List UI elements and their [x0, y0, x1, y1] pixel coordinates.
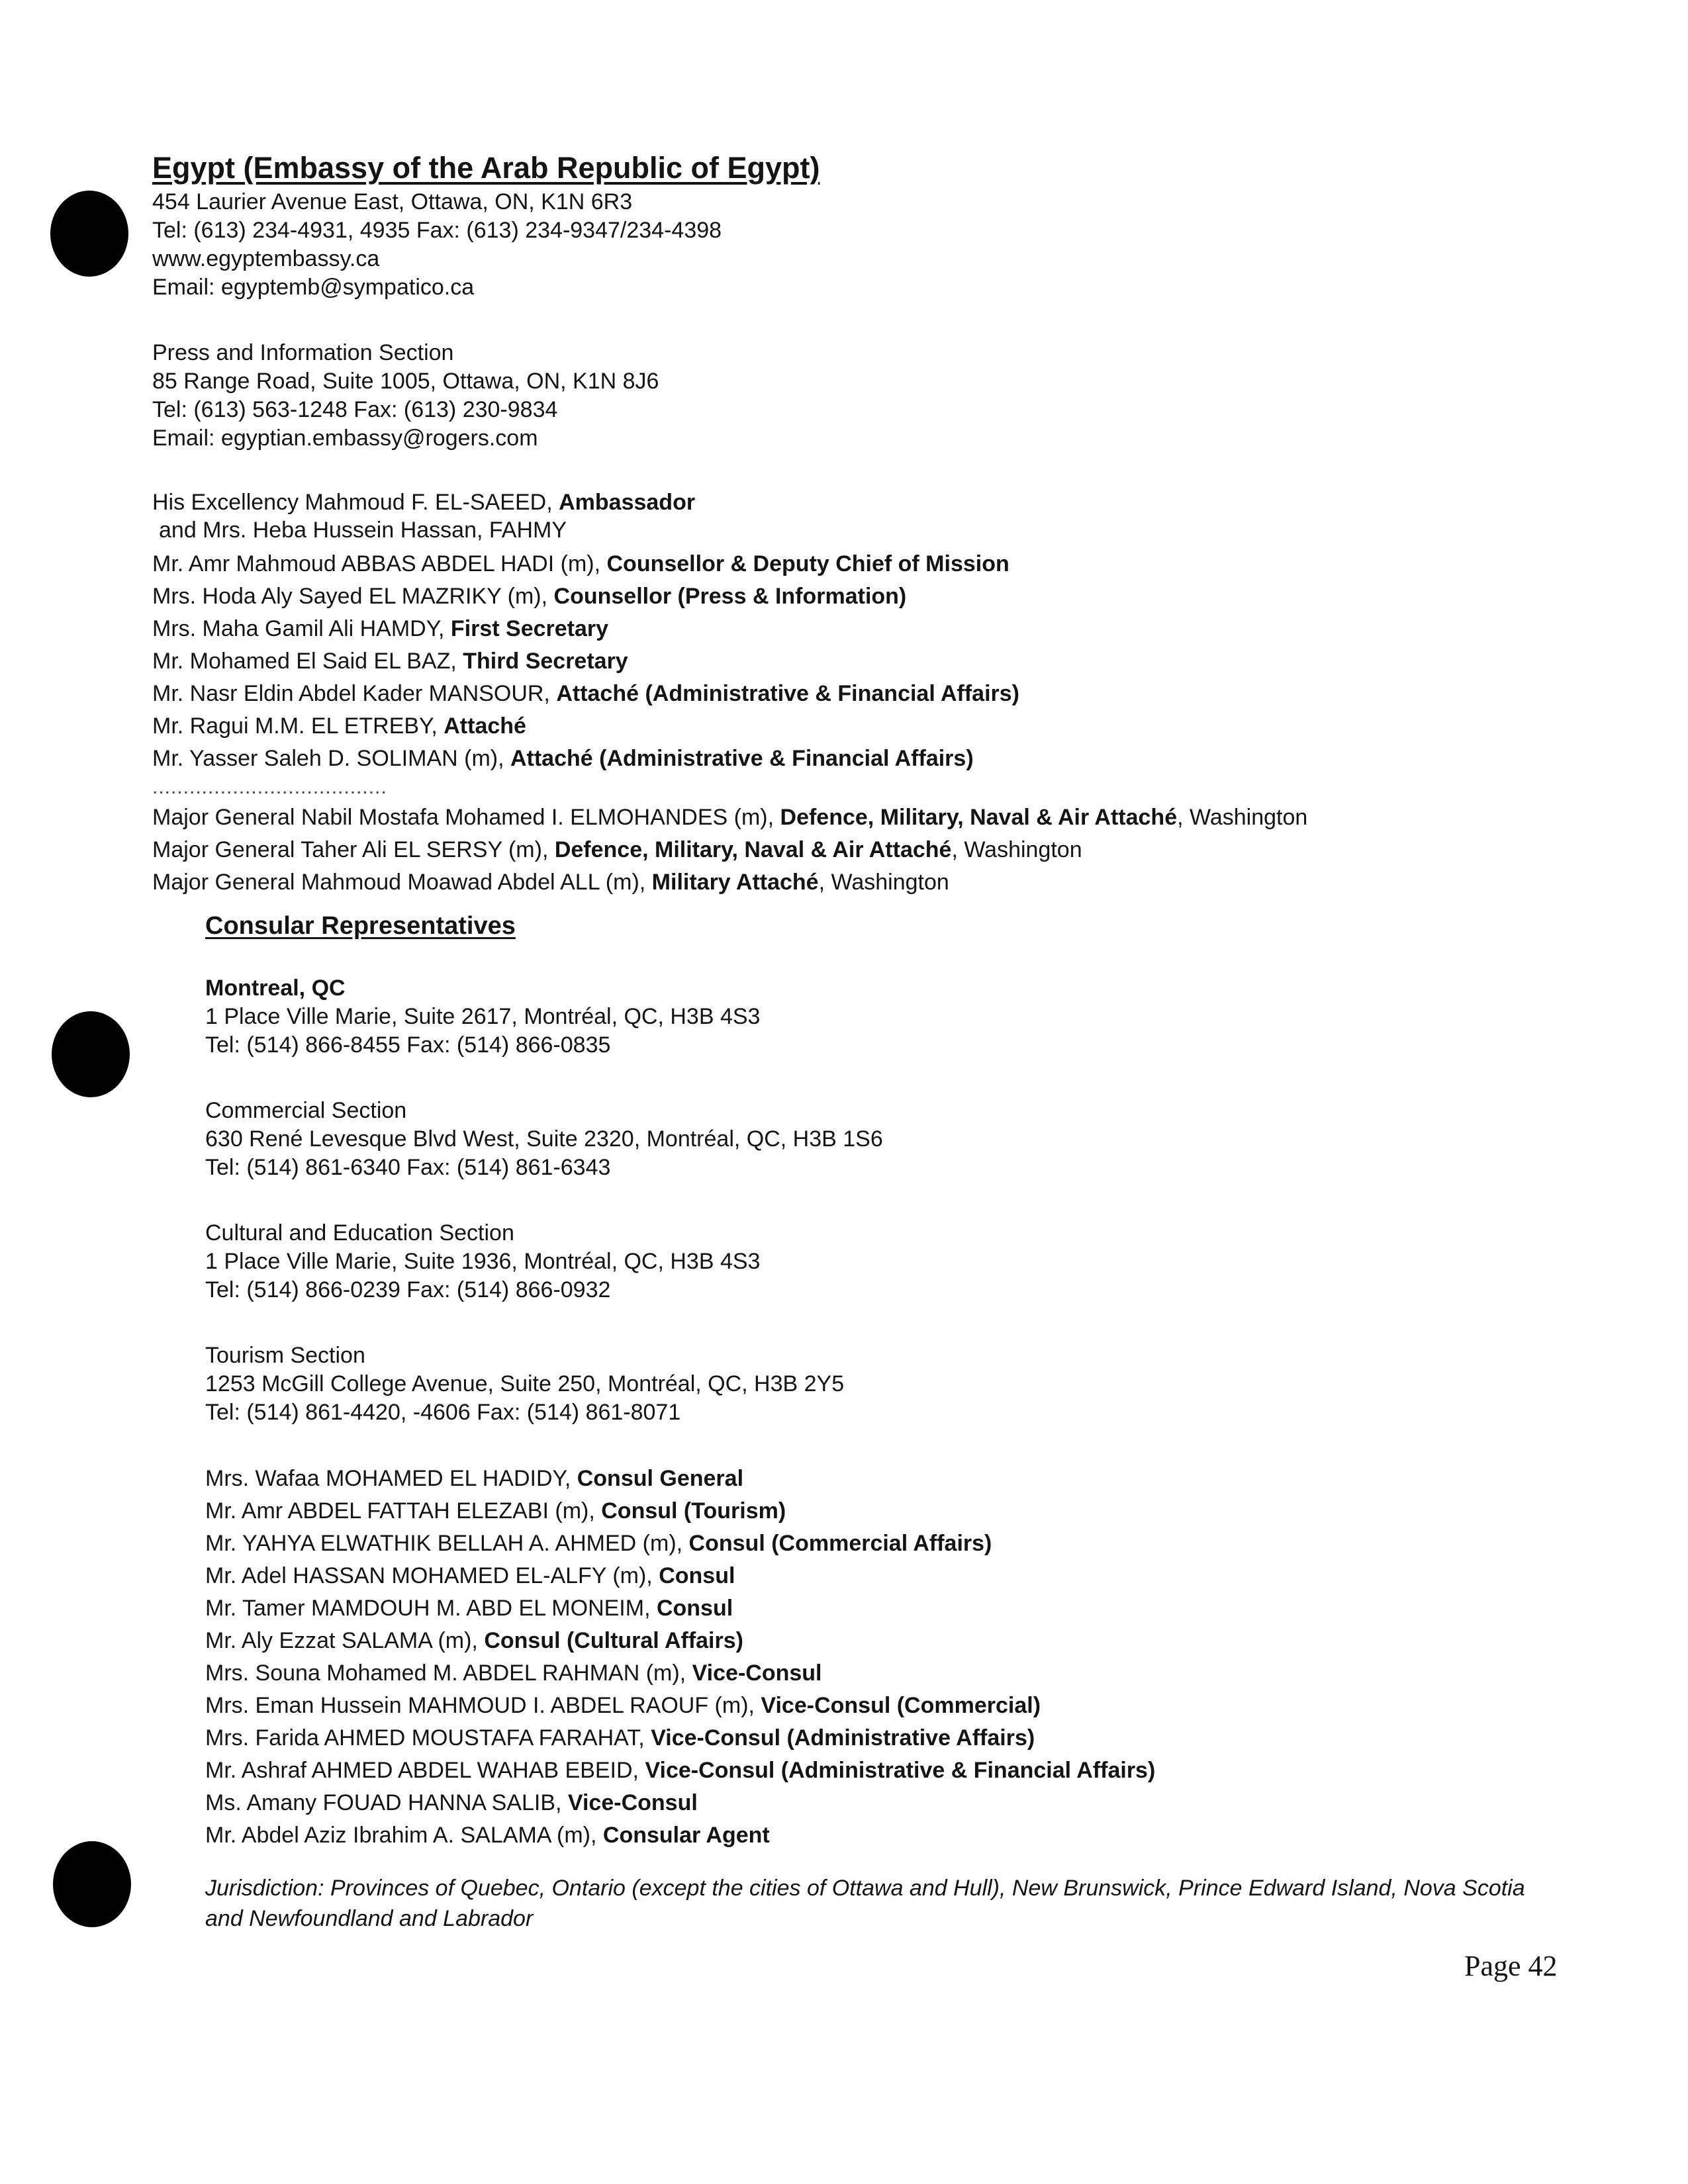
staff-role: Third Secretary — [463, 649, 628, 674]
staff-name: His Excellency Mahmoud F. EL-SAEED, — [152, 490, 559, 515]
staff-name: Mrs. Wafaa MOHAMED EL HADIDY, — [205, 1466, 577, 1491]
embassy-staff-list — [152, 488, 1575, 899]
staff-name: Mr. Amr ABDEL FATTAH ELEZABI (m), — [205, 1498, 602, 1524]
staff-role: Military Attaché — [651, 870, 819, 895]
staff-entry — [205, 1657, 1575, 1690]
staff-name: Mr. Abdel Aziz Ibrahim A. SALAMA (m), — [205, 1823, 603, 1848]
staff-name: Mr. Nasr Eldin Abdel Kader MANSOUR, — [152, 681, 557, 706]
staff-entry — [205, 1625, 1575, 1657]
staff-entry — [152, 743, 1575, 775]
staff-role: Ambassador — [559, 490, 696, 515]
staff-entry — [152, 801, 1575, 834]
diplomatic-staff — [152, 548, 1575, 775]
consular-section — [205, 899, 1575, 1934]
staff-name: Mrs. Eman Hussein MAHMOUD I. ABDEL RAOUF (m), — [205, 1693, 761, 1718]
staff-role: Consul — [656, 1596, 733, 1621]
staff-entry — [152, 678, 1575, 710]
staff-name: Mrs. Maha Gamil Ali HAMDY, — [152, 616, 451, 641]
press-section-address: 85 Range Road, Suite 1005, Ottawa, ON, K1N 8J6 — [152, 369, 659, 394]
staff-role: Consul — [659, 1563, 735, 1588]
consulate-city: Montreal, QC — [205, 976, 346, 1001]
staff-location: , Washington — [951, 837, 1082, 862]
staff-role: First Secretary — [450, 616, 609, 641]
staff-name: Major General Mahmoud Moawad Abdel ALL (m), — [152, 870, 652, 895]
staff-entry — [205, 1560, 1575, 1592]
staff-entry — [152, 613, 1575, 645]
punch-hole-bottom — [53, 1841, 131, 1927]
staff-entry — [152, 710, 1575, 743]
staff-entry — [205, 1463, 1575, 1495]
staff-role: Counsellor & Deputy Chief of Mission — [606, 551, 1009, 576]
page-title: Egypt (Embassy of the Arab Republic of Egypt) — [152, 151, 820, 185]
staff-name: Mr. Tamer MAMDOUH M. ABD EL MONEIM, — [205, 1596, 657, 1621]
tourism-section-phone-fax: Tel: (514) 861-4420, -4606 Fax: (514) 861-8071 — [205, 1400, 681, 1425]
staff-entry — [205, 1754, 1575, 1787]
staff-entry — [152, 834, 1575, 866]
staff-entry — [152, 548, 1575, 580]
commercial-section-name: Commercial Section — [205, 1098, 407, 1123]
staff-entry — [205, 1527, 1575, 1560]
separator-dots: ...................................... — [152, 776, 387, 798]
press-section-email: Email: egyptian.embassy@rogers.com — [152, 426, 538, 451]
staff-role: Vice-Consul (Administrative Affairs) — [651, 1725, 1035, 1751]
staff-entry — [152, 580, 1575, 613]
embassy-phone-fax: Tel: (613) 234-4931, 4935 Fax: (613) 234-9347/234-4398 — [152, 218, 722, 243]
staff-name: Mrs. Souna Mohamed M. ABDEL RAHMAN (m), — [205, 1661, 692, 1686]
staff-name: Mr. YAHYA ELWATHIK BELLAH A. AHMED (m), — [205, 1531, 689, 1556]
cultural-section-address: 1 Place Ville Marie, Suite 1936, Montréal, QC, H3B 4S3 — [205, 1249, 761, 1274]
consulate-phone-fax: Tel: (514) 866-8455 Fax: (514) 866-0835 — [205, 1032, 611, 1058]
staff-name: Mrs. Hoda Aly Sayed EL MAZRIKY (m), — [152, 584, 554, 609]
staff-role: Counsellor (Press & Information) — [553, 584, 907, 609]
embassy-website: www.egyptembassy.ca — [152, 246, 380, 271]
commercial-section-phone-fax: Tel: (514) 861-6340 Fax: (514) 861-6343 — [205, 1155, 611, 1180]
jurisdiction-note: Jurisdiction: Provinces of Quebec, Ontario (except the cities of Ottawa and Hull), New Brunswick, Prince Edward Island, Nova Scotia and Newfoundland and Labrador — [205, 1876, 1525, 1931]
staff-entry — [152, 645, 1575, 678]
press-section-block — [152, 339, 1575, 453]
staff-name: Mrs. Farida AHMED MOUSTAFA FARAHAT, — [205, 1725, 651, 1751]
staff-entry — [205, 1819, 1575, 1852]
staff-role: Consular Agent — [602, 1823, 770, 1848]
staff-name: Mr. Aly Ezzat SALAMA (m), — [205, 1628, 485, 1653]
staff-entry — [205, 1690, 1575, 1722]
punch-hole-middle — [52, 1011, 130, 1097]
staff-entry — [205, 1722, 1575, 1754]
staff-role: Attaché — [444, 713, 526, 739]
embassy-email: Email: egyptemb@sympatico.ca — [152, 275, 475, 300]
cultural-section-name: Cultural and Education Section — [205, 1220, 514, 1246]
consular-staff — [205, 1463, 1575, 1852]
tourism-section-address: 1253 McGill College Avenue, Suite 250, Montréal, QC, H3B 2Y5 — [205, 1371, 845, 1396]
document-body — [152, 148, 1575, 1934]
staff-name: Mr. Ragui M.M. EL ETREBY, — [152, 713, 444, 739]
staff-role: Vice-Consul — [567, 1790, 698, 1815]
commercial-section-address: 630 René Levesque Blvd West, Suite 2320, Montréal, QC, H3B 1S6 — [205, 1126, 883, 1152]
staff-role: Consul (Commercial Affairs) — [688, 1531, 992, 1556]
staff-name: Mr. Ashraf AHMED ABDEL WAHAB EBEID, — [205, 1758, 645, 1783]
staff-location: , Washington — [818, 870, 949, 895]
tourism-section-name: Tourism Section — [205, 1343, 365, 1368]
embassy-address: 454 Laurier Avenue East, Ottawa, ON, K1N 6R3 — [152, 189, 633, 214]
staff-name: Mr. Amr Mahmoud ABBAS ABDEL HADI (m), — [152, 551, 607, 576]
punch-hole-top — [50, 191, 128, 277]
staff-role: Defence, Military, Naval & Air Attaché — [554, 837, 952, 862]
staff-entry — [205, 1787, 1575, 1819]
staff-role: Consul (Tourism) — [601, 1498, 786, 1524]
press-section-phone-fax: Tel: (613) 563-1248 Fax: (613) 230-9834 — [152, 397, 558, 422]
page-number: Page 42 — [1464, 1950, 1558, 1982]
press-section-name: Press and Information Section — [152, 340, 454, 365]
consular-heading: Consular Representatives — [205, 912, 516, 940]
staff-role: Consul (Cultural Affairs) — [484, 1628, 743, 1653]
military-attaches — [152, 801, 1575, 899]
consulate-address: 1 Place Ville Marie, Suite 2617, Montréal, QC, H3B 4S3 — [205, 1004, 761, 1029]
ambassador-entry — [152, 488, 1575, 516]
staff-name: Mr. Adel HASSAN MOHAMED EL-ALFY (m), — [205, 1563, 659, 1588]
staff-entry — [205, 1592, 1575, 1625]
staff-role: Vice-Consul (Administrative & Financial Affairs) — [645, 1758, 1156, 1783]
staff-role: Vice-Consul (Commercial) — [761, 1693, 1041, 1718]
ambassador-spouse: and Mrs. Heba Hussein Hassan, FAHMY — [159, 518, 567, 543]
staff-name: Mr. Yasser Saleh D. SOLIMAN (m), — [152, 746, 510, 771]
staff-location: , Washington — [1177, 805, 1308, 830]
staff-role: Consul General — [577, 1466, 744, 1491]
staff-name: Major General Nabil Mostafa Mohamed I. ELMOHANDES (m), — [152, 805, 780, 830]
staff-role: Attaché (Administrative & Financial Affairs) — [510, 746, 974, 771]
staff-entry — [152, 866, 1575, 899]
staff-entry — [205, 1495, 1575, 1527]
staff-role: Defence, Military, Naval & Air Attaché — [780, 805, 1178, 830]
staff-name: Major General Taher Ali EL SERSY (m), — [152, 837, 555, 862]
staff-role: Vice-Consul — [692, 1661, 822, 1686]
embassy-contact-block — [152, 188, 1575, 302]
cultural-section-phone-fax: Tel: (514) 866-0239 Fax: (514) 866-0932 — [205, 1277, 611, 1302]
staff-name: Ms. Amany FOUAD HANNA SALIB, — [205, 1790, 568, 1815]
staff-name: Mr. Mohamed El Said EL BAZ, — [152, 649, 463, 674]
staff-role: Attaché (Administrative & Financial Affairs) — [556, 681, 1019, 706]
